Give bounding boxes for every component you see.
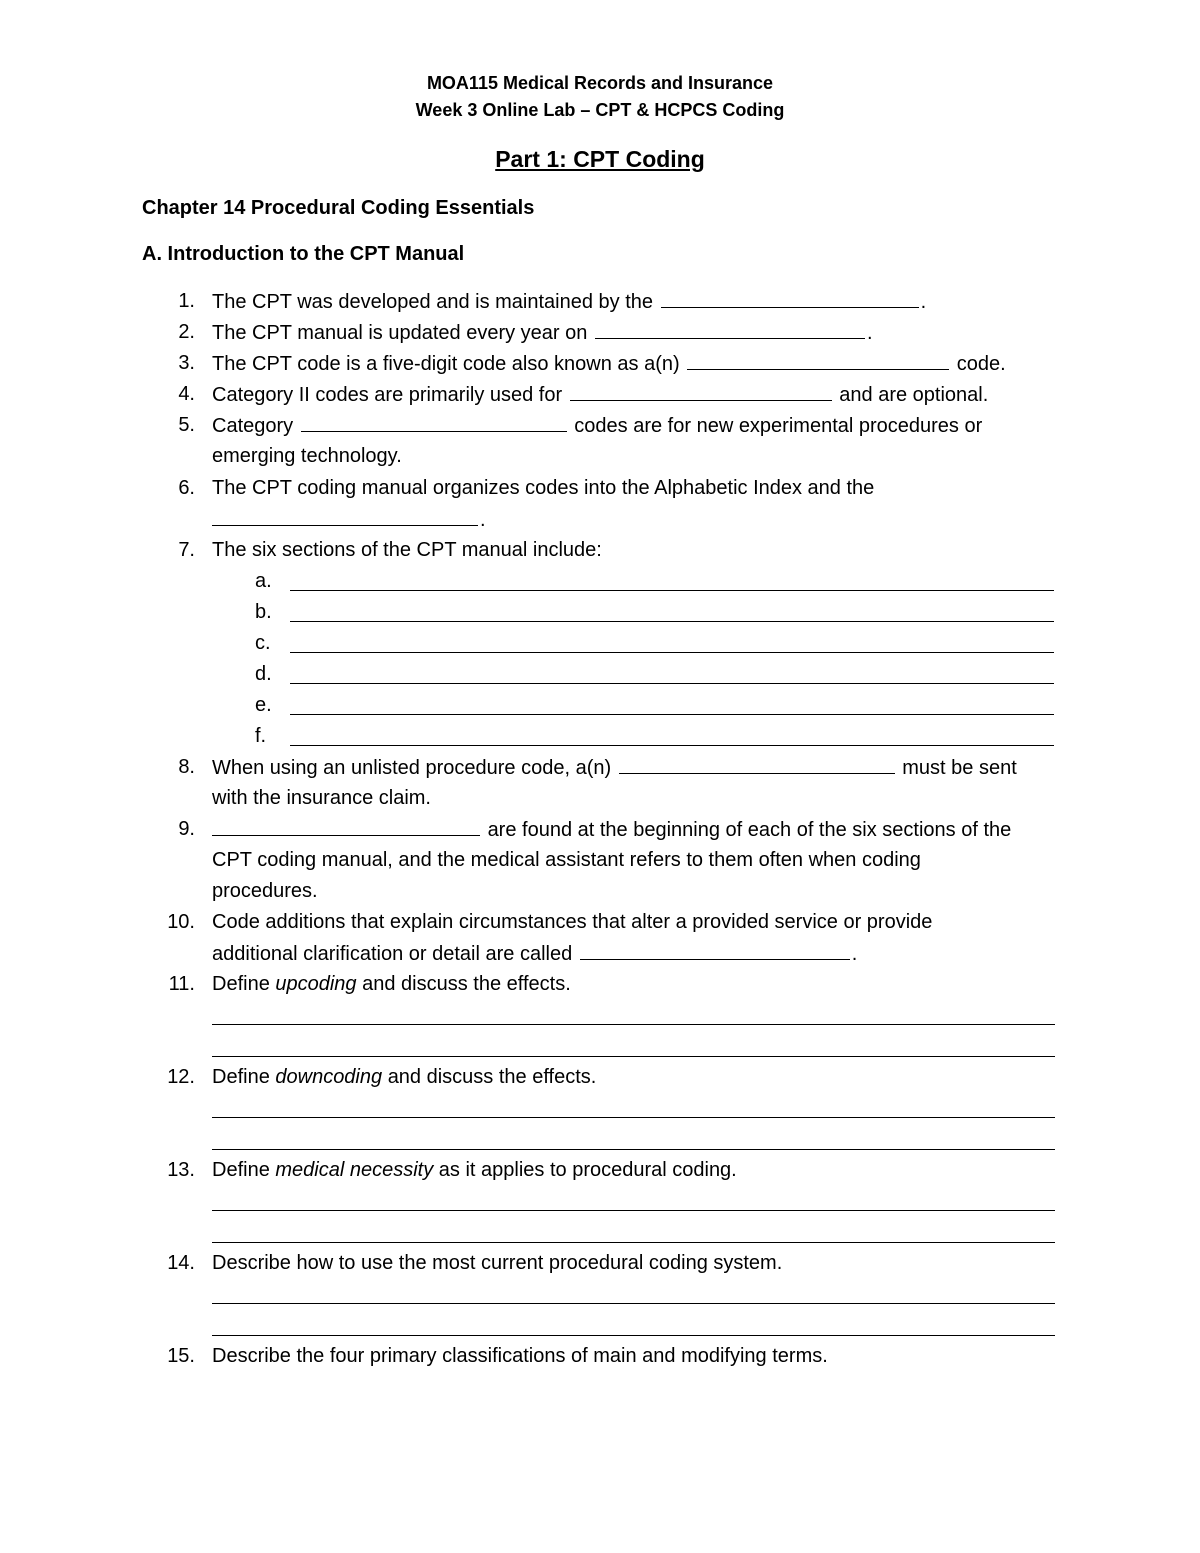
question-text: The six sections of the CPT manual include: bbox=[212, 539, 602, 561]
lab-title: Week 3 Online Lab – CPT & HCPCS Coding bbox=[415, 100, 785, 120]
question-text: The CPT coding manual organizes codes into the Alphabetic Index and the bbox=[212, 477, 875, 499]
answer-line[interactable] bbox=[290, 652, 1054, 653]
question-text: Code additions that explain circumstances that alter a provided service or provide bbox=[212, 911, 933, 933]
answer-blank[interactable] bbox=[661, 289, 919, 308]
answer-line[interactable] bbox=[290, 590, 1054, 591]
answer-line[interactable] bbox=[212, 1242, 1055, 1243]
key-term: upcoding bbox=[275, 973, 357, 995]
answer-line[interactable] bbox=[212, 1149, 1055, 1150]
answer-line[interactable] bbox=[212, 1024, 1055, 1025]
answer-blank[interactable] bbox=[301, 413, 567, 432]
question-number: 12. bbox=[167, 1066, 195, 1088]
question-text: Describe the four primary classifications of main and modifying terms. bbox=[212, 1345, 828, 1367]
question-number: 5. bbox=[178, 414, 195, 436]
answer-line[interactable] bbox=[290, 714, 1054, 715]
question-text: The CPT was developed and is maintained by the bbox=[212, 291, 654, 313]
question-text: When using an unlisted procedure code, a(n) bbox=[212, 757, 612, 779]
question-text: Category II codes are primarily used for bbox=[212, 384, 563, 406]
answer-line[interactable] bbox=[212, 1117, 1055, 1118]
answer-line[interactable] bbox=[212, 1056, 1055, 1057]
chapter-heading: Chapter 14 Procedural Coding Essentials bbox=[142, 197, 535, 219]
answer-blank[interactable] bbox=[212, 507, 478, 526]
answer-blank[interactable] bbox=[212, 817, 480, 836]
question-text: Category bbox=[212, 415, 294, 437]
answer-blank[interactable] bbox=[619, 755, 895, 774]
question-text: are found at the beginning of each of the six sections of the bbox=[487, 819, 1012, 841]
question-number: 3. bbox=[178, 352, 195, 374]
question-number: 1. bbox=[178, 290, 195, 312]
question-number: 2. bbox=[178, 321, 195, 343]
question-number: 7. bbox=[178, 539, 195, 561]
question-number: 10. bbox=[167, 911, 195, 933]
question-number: 14. bbox=[167, 1252, 195, 1274]
answer-blank[interactable] bbox=[595, 320, 865, 339]
answer-line[interactable] bbox=[212, 1335, 1055, 1336]
answer-line[interactable] bbox=[290, 683, 1054, 684]
worksheet-page: MOA115 Medical Records and Insurance Week 3 Online Lab – CPT & HCPCS Coding Part 1: CPT Coding Chapter 14 Procedural Coding Essentials A. Introduction to the CPT Manual 1. The CPT was developed and is maintained by the . 2. The CPT manual is updated every year on . 3. The CPT code is a five-digit code also known as a(n) code. 4. Category II codes are primarily used for and are optional. 5. Category codes are for new experimental procedures or emerging technology. 6. The CPT coding manual organizes codes into the Alphabetic Index and the . 7. The six sections of the CPT manual include: a. b. c. d. e. f. 8. When using an unlisted procedure code, a(n) must be sent with the insurance claim. 9. are found at the beginning of each of the six sections of the CPT coding manual, and the medical assistant refers to them often when coding procedures. 10. Code additions that explain circumstances that alter a provided service or provide additional clarification or detail are called . 11. Define upcoding and discuss the effects. 12. Define downcoding and discuss the effects. 13. Define medical necessity as it applies to procedural coding. 14. Describe how to use the most current procedural coding system. 15. Describe the four primary classifications of main and modifying terms. bbox=[0, 0, 1200, 1553]
course-title: MOA115 Medical Records and Insurance bbox=[426, 73, 774, 93]
question-number: 6. bbox=[178, 477, 195, 499]
answer-blank[interactable] bbox=[687, 351, 949, 370]
page-title: Part 1: CPT Coding bbox=[495, 146, 705, 172]
question-number: 13. bbox=[167, 1159, 195, 1181]
answer-line[interactable] bbox=[290, 621, 1054, 622]
question-number: 4. bbox=[178, 383, 195, 405]
answer-line[interactable] bbox=[290, 745, 1054, 746]
key-term: downcoding bbox=[275, 1066, 383, 1088]
answer-line[interactable] bbox=[212, 1210, 1055, 1211]
key-term: medical necessity bbox=[275, 1159, 434, 1181]
answer-line[interactable] bbox=[212, 1303, 1055, 1304]
question-text: The CPT code is a five-digit code also known as a(n) bbox=[212, 353, 680, 375]
question-number: 8. bbox=[178, 756, 195, 778]
question-text: Describe how to use the most current procedural coding system. bbox=[212, 1252, 783, 1274]
question-text: The CPT manual is updated every year on bbox=[212, 322, 588, 344]
answer-blank[interactable] bbox=[570, 382, 832, 401]
answer-blank[interactable] bbox=[580, 941, 850, 960]
question-number: 11. bbox=[168, 973, 195, 995]
section-heading: A. Introduction to the CPT Manual bbox=[142, 243, 465, 265]
question-number: 15. bbox=[167, 1345, 195, 1367]
question-number: 9. bbox=[178, 818, 195, 840]
